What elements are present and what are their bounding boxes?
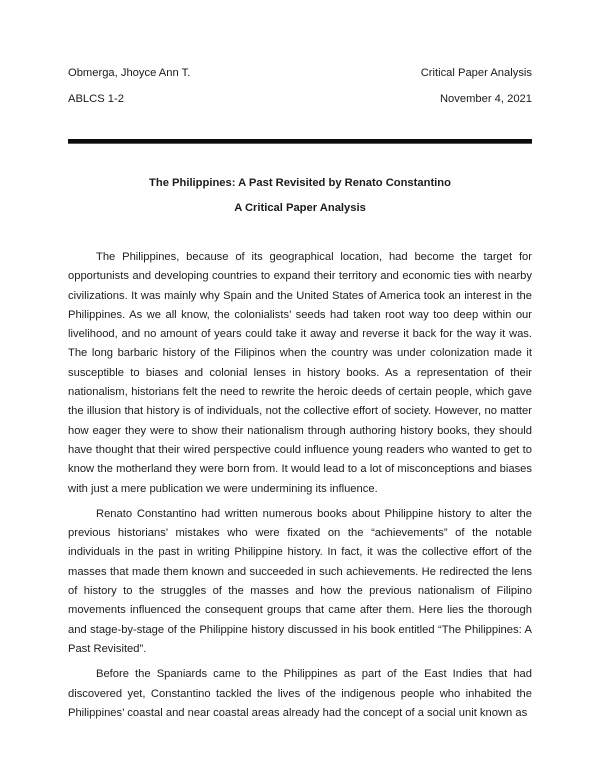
horizontal-rule [68, 139, 532, 144]
document-type: Critical Paper Analysis [420, 67, 532, 79]
paragraph-1: The Philippines, because of its geographical location, had become the target for opportunists and developing countries to expand their territory and economic ties with nearby civilizations. It was mainly why Spain and the United States of America took an interest in the Philippines. As we all know, the colonialists’ seeds had taken root way too deep within our livelihood, and no amount of years could take it away and reverse it back for the way it was. The long barbaric history of the Filipinos when the country was under colonization made it susceptible to biases and colonial lenses in history books. As a representation of their nationalism, historians felt the need to rewrite the heroic deeds of certain people, which gave the illusion that history is of individuals, not the collective effort of society. However, no matter how eager they were to show their nationalism through authoring history books, they should have thought that their wired perspective could influence young readers who wanted to get to know the motherland they were born from. It would lead to a lot of misconceptions and biases with just a mere publication we were undermining its influence. [68, 251, 532, 495]
header-row-1 [68, 66, 532, 80]
document-body [68, 248, 532, 723]
page-title: The Philippines: A Past Revisited by Renato Constantino [149, 177, 451, 189]
author-name: Obmerga, Jhoyce Ann T. [68, 67, 191, 79]
document-date: November 4, 2021 [439, 93, 532, 105]
title-block [68, 176, 532, 215]
paragraph-2: Renato Constantino had written numerous books about Philippine history to alter the previous historians’ mistakes who were fixated on the “achievements” of the notable individuals in the past in writing Philippine history. In fact, it was the collective effort of the masses that made them known and succeeded in such achievements. He redirected the lens of history to the struggles of the masses and how the previous nationalism of Filipino movements influenced the consequent groups that came after them. Here lies the thorough and stage-by-stage of the Philippine history discussed in his book entitled “The Philippines: A Past Revisited”. [68, 507, 532, 655]
document-header [68, 66, 532, 106]
page-subtitle: A Critical Paper Analysis [234, 202, 366, 214]
course-code: ABLCS 1-2 [68, 93, 124, 105]
header-row-2 [68, 92, 532, 106]
paragraph-3: Before the Spaniards came to the Philippines as part of the East Indies that had discovered yet, Constantino tackled the lives of the indigenous people who inhabited the Philippines’ coastal and near coastal areas already had the concept of a social unit known as [68, 668, 532, 719]
